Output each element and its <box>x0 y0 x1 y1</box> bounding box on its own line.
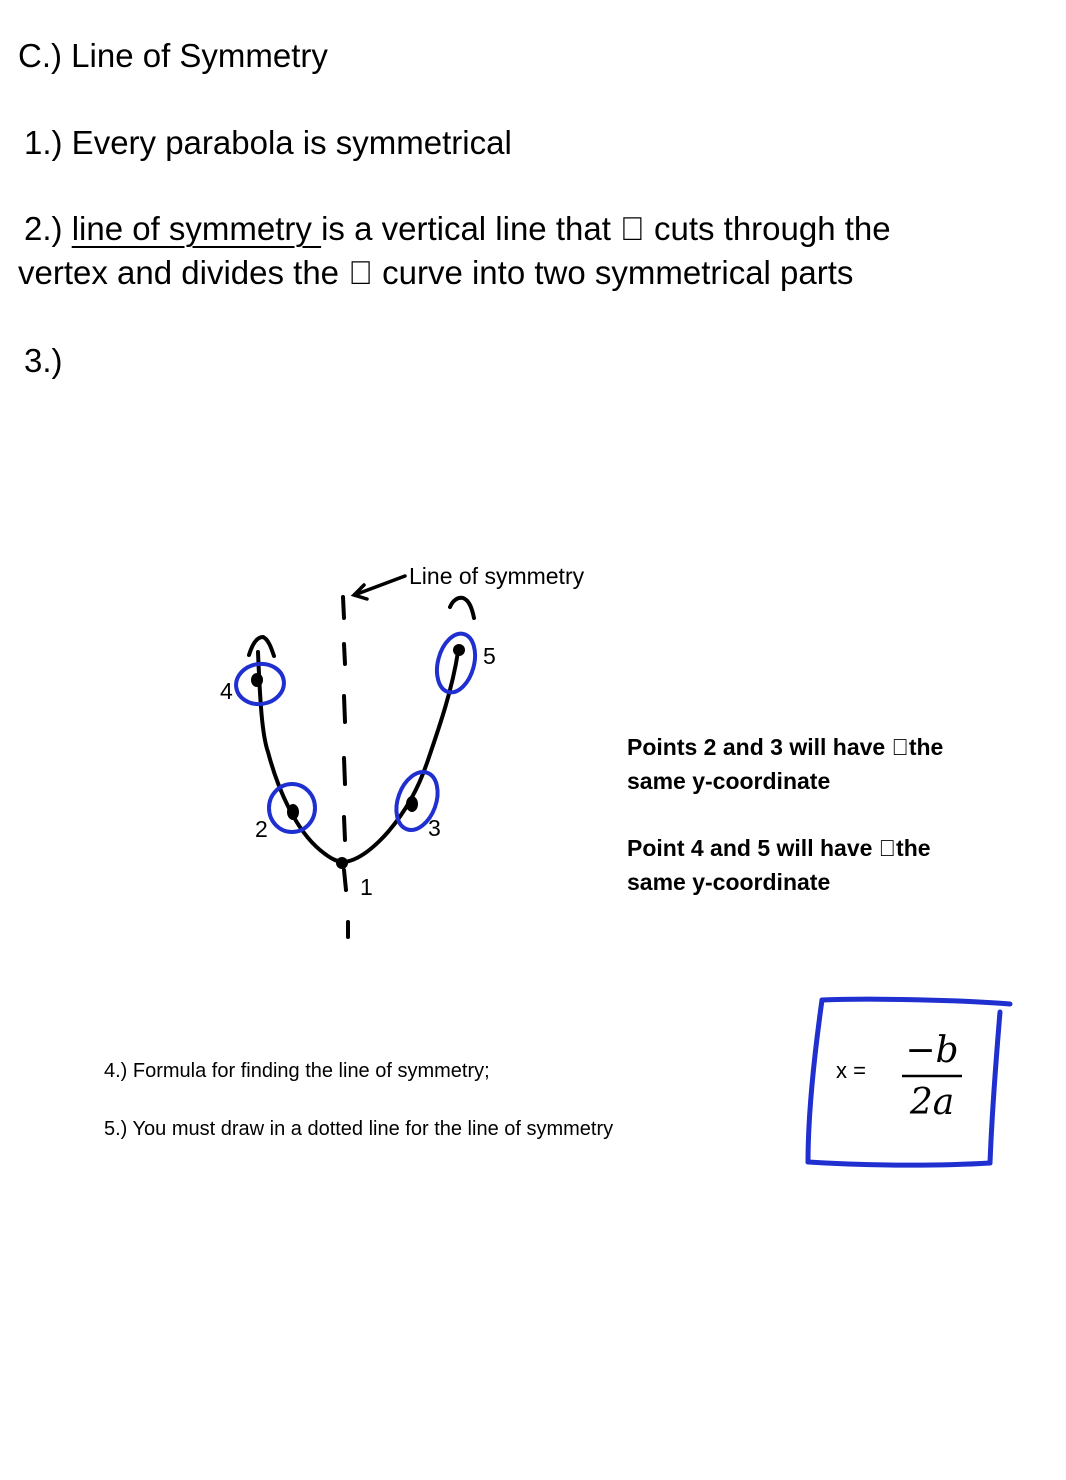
item-2-line-2: vertex and divides the   curve into two symmetrical parts <box>18 254 854 291</box>
point-label-1: 1 <box>360 874 373 900</box>
item-3-text: 3.) <box>24 342 63 379</box>
note-1-line-2: same y-coordinate <box>627 768 831 794</box>
note-points-2-3 <box>627 730 943 798</box>
point-label-2: 2 <box>255 816 268 842</box>
item-2-number: 2.) <box>24 210 72 247</box>
term-line-of-symmetry: line of symmetry <box>71 210 322 247</box>
formula-denominator: 2a <box>909 1082 955 1123</box>
point-label-4: 4 <box>220 678 233 704</box>
note-2-line-2: same y-coordinate <box>627 869 831 895</box>
left-arrowhead <box>249 637 274 656</box>
note-1-line-1: Points 2 and 3 will have  the <box>627 734 944 760</box>
formula-numerator: −b <box>905 1030 959 1071</box>
point-label-5: 5 <box>483 643 496 669</box>
line-of-symmetry-label: Line of symmetry <box>409 563 585 589</box>
item-5-text: 5.) You must draw in a dotted line for the line of symmetry <box>104 1118 614 1140</box>
section-heading: C.) Line of Symmetry <box>18 37 328 74</box>
symmetry-dashed-line <box>343 597 348 937</box>
item-1-text: 1.) Every parabola is symmetrical <box>24 124 512 161</box>
note-points-4-5 <box>627 831 931 899</box>
point-label-3: 3 <box>428 815 441 841</box>
formula-lhs: x = <box>836 1058 866 1083</box>
highlight-circles <box>233 629 481 835</box>
item-4-text: 4.) Formula for finding the line of symmetry; <box>104 1060 490 1082</box>
right-arrowhead <box>450 598 474 618</box>
item-2-definition: is a vertical line that   cuts through the <box>321 210 891 247</box>
note-2-line-1: Point 4 and 5 will have  the <box>627 835 931 861</box>
label-arrow <box>354 576 405 599</box>
